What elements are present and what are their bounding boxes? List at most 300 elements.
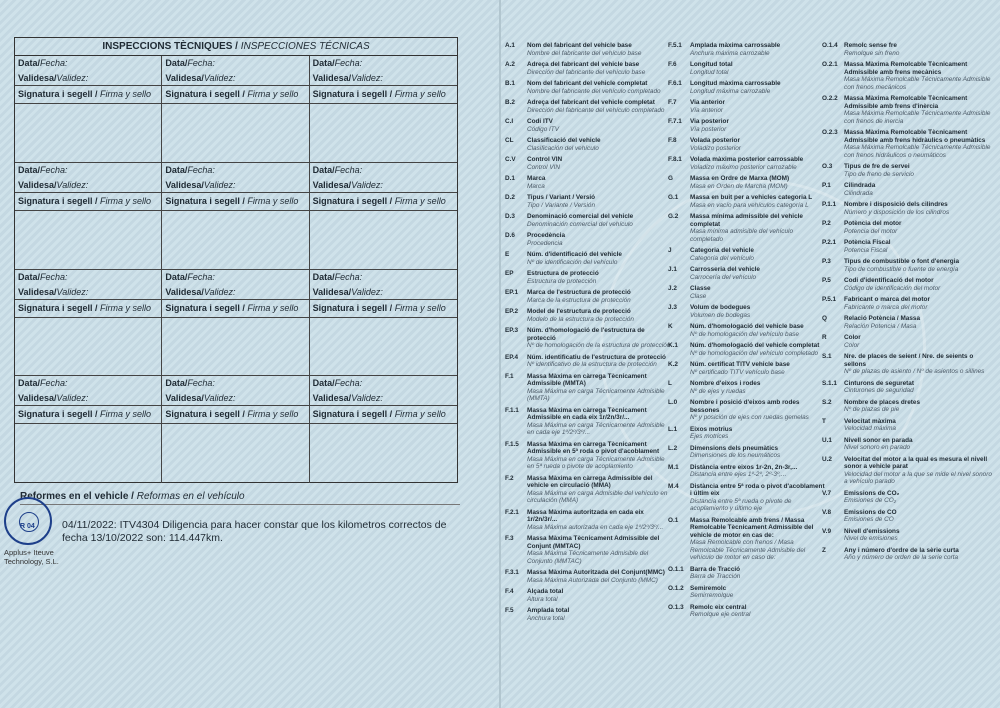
validez-label: Validesa/Validez: xyxy=(162,178,308,193)
legend-code: P.1 xyxy=(822,182,831,189)
legend-code: C.V xyxy=(505,156,516,163)
legend-text-es: Nº de identificación del vehículo xyxy=(527,258,618,266)
legend-text-es: Control VIN xyxy=(527,163,561,171)
legend-code: P.2.1 xyxy=(822,239,837,246)
legend-text xyxy=(690,194,826,209)
legend-item xyxy=(822,490,996,505)
legend-text-es: Nombre del fabricante del vehículo base xyxy=(527,49,642,57)
firma-label: Signatura i segell / Firma y sello xyxy=(15,86,161,104)
legend-text xyxy=(844,418,996,433)
fecha-label: Data/Fecha: xyxy=(18,378,68,389)
inspection-cell xyxy=(162,270,309,377)
firma-label: Signatura i segell / Firma y sello xyxy=(310,86,457,104)
legend-text xyxy=(527,194,671,209)
legend-item xyxy=(668,426,826,441)
legend-code: D.6 xyxy=(505,232,515,239)
legend-text-es: Potencia Fiscal xyxy=(844,246,888,254)
legend-text-es: Fabricante o marca del motor xyxy=(844,303,928,311)
legend-text-ca: Massa Màxima en càrrega Admissible del vehicle en circulació (MMA) xyxy=(527,474,653,489)
legend-text-ca: Massa en Ordre de Marxa (MOM) xyxy=(690,175,790,182)
stamp-company-line2: Technology, S.L. xyxy=(4,557,59,566)
legend-code: F.5.1 xyxy=(668,42,682,49)
legend-text-es: Dimensiones de los neumáticos xyxy=(690,452,781,459)
legend-item xyxy=(668,99,826,114)
firma-label: Signatura i segell / Firma y sello xyxy=(310,406,457,424)
legend-code: F.6.1 xyxy=(668,80,682,87)
legend-code: V.9 xyxy=(822,527,832,535)
legend-text-es: Nº de ejes y ruedas xyxy=(690,387,746,395)
legend-column-3 xyxy=(822,42,996,566)
legend-item xyxy=(822,182,996,197)
legend-text-es: Nombre del fabricante del vehículo completado xyxy=(527,87,661,95)
legend-text-ca: Distància entre eixos 1r-2n, 2n-3r,... xyxy=(690,463,798,471)
legend-code: F.1 xyxy=(505,372,514,380)
legend-text-es: Emisiones de CO₂ xyxy=(844,497,897,504)
legend-text-es: Código de identificación del motor xyxy=(844,284,941,292)
legend-item xyxy=(822,547,996,562)
signature-area xyxy=(162,424,308,483)
signature-area xyxy=(162,211,308,269)
legend-code: S.1.1 xyxy=(822,379,837,387)
legend-code: O.1.3 xyxy=(668,603,684,611)
legend-item xyxy=(668,285,826,300)
legend-text-es: Remolque sin freno xyxy=(844,49,900,57)
validez-label: Validesa/Validez: xyxy=(15,285,161,300)
legend-text xyxy=(690,464,826,479)
legend-text xyxy=(844,490,996,505)
legend-item xyxy=(822,528,996,543)
legend-item xyxy=(505,251,671,266)
legend-item xyxy=(668,137,826,152)
legend-item xyxy=(505,194,671,209)
legend-text xyxy=(690,118,826,133)
legend-text-ca: Codi d'identificació del motor xyxy=(844,277,934,284)
legend-code: C.I xyxy=(505,118,514,125)
legend-text xyxy=(844,95,996,125)
legend-item xyxy=(505,289,671,304)
legend-item xyxy=(668,156,826,171)
legend-text-es: Anchura máxima carrozable xyxy=(690,49,770,57)
firma-label: Signatura i segell / Firma y sello xyxy=(15,193,161,211)
fecha-label: Data/Fecha: xyxy=(165,378,215,389)
legend-text-ca: Denominació comercial del vehicle xyxy=(527,213,634,220)
legend-text xyxy=(844,456,996,486)
legend-text-es: Semirremolque xyxy=(690,592,734,599)
legend-code: CL xyxy=(505,137,514,144)
validez-label: Validesa/Validez: xyxy=(310,71,457,86)
legend-text-es: Masa Máxima Técnicamente Admisible del Conjunto (MMTAC) xyxy=(527,550,649,565)
legend-text xyxy=(690,61,826,76)
legend-code: F.5 xyxy=(505,607,514,614)
legend-text-ca: Emissions de CO xyxy=(844,508,897,516)
legend-item xyxy=(668,213,826,243)
legend-text-es: Clasificación del vehículo xyxy=(527,144,599,152)
legend-text-es: Masa Máxima en carga Técnicamente Admisible en cada eje 1º/2º/3º/... xyxy=(527,421,665,436)
legend-text xyxy=(527,441,671,471)
legend-item xyxy=(505,270,671,285)
legend-text xyxy=(844,399,996,414)
legend-code: P.3 xyxy=(822,258,831,265)
legend-text-ca: Núm. certificat TITV vehicle base xyxy=(690,361,790,368)
legend-text-ca: Remolc eix central xyxy=(690,603,747,611)
fecha-label: Data/Fecha: xyxy=(165,271,215,282)
firma-label: Signatura i segell / Firma y sello xyxy=(310,193,457,211)
inspections-table xyxy=(14,37,458,483)
legend-item xyxy=(505,569,671,584)
legend-text xyxy=(844,201,996,216)
legend-text-ca: Massa Màxima Remolcable Tècnicament Admissible amb frens hidràulics o pneumàtics xyxy=(844,129,986,144)
legend-text xyxy=(844,42,996,57)
legend-text xyxy=(527,475,671,505)
legend-code: O.1.4 xyxy=(822,42,838,49)
legend-text xyxy=(527,99,671,114)
legend-item xyxy=(668,266,826,281)
legend-text xyxy=(690,213,826,243)
legend-item xyxy=(505,118,671,133)
legend-code: P.2 xyxy=(822,220,831,227)
legend-text xyxy=(527,232,671,247)
legend-code: B.2 xyxy=(505,99,515,106)
legend-item xyxy=(668,361,826,376)
legend-code: J.1 xyxy=(668,266,677,273)
legend-code: EP.1 xyxy=(505,289,519,296)
legend-text-ca: Volada posterior xyxy=(690,137,740,144)
legend-item xyxy=(668,604,826,619)
legend-text xyxy=(690,399,826,422)
legend-text-ca: Longitud total xyxy=(690,61,733,68)
legend-text-es: Marca de la estructura de protección xyxy=(527,296,631,304)
legend-text-es: Volumen de bodegas xyxy=(690,311,751,319)
legend-text-ca: Dimensions dels pneumàtics xyxy=(690,444,779,452)
legend-item xyxy=(505,327,671,350)
legend-text-ca: Núm. identificatiu de l'estructura de protecció xyxy=(527,353,666,361)
legend-item xyxy=(505,42,671,57)
legend-text-es: Distancia entre ejes 1º-2º, 2º-3º,... xyxy=(690,471,787,478)
legend-text xyxy=(690,137,826,152)
legend-text-es: Masa Máxima Remolcable Técnicamente Admisible con frenos de inercia xyxy=(844,110,991,125)
legend-item xyxy=(668,380,826,395)
legend-text-es: Nº de homologación de la estructura de protección xyxy=(527,342,671,349)
legend-text-es: Vía anterior xyxy=(690,106,724,114)
legend-text xyxy=(690,266,826,281)
legend-text xyxy=(690,247,826,262)
legend-text xyxy=(690,566,826,581)
legend-item xyxy=(505,441,671,471)
legend-text-ca: Classe xyxy=(690,285,711,292)
legend-text xyxy=(527,118,671,133)
legend-item xyxy=(668,464,826,479)
legend-text xyxy=(690,380,826,395)
legend-text-es: Velocidad del motor a la que se mide el nivel sonoro a vehículo parado xyxy=(844,470,992,485)
legend-item xyxy=(822,456,996,486)
legend-code: O.2.3 xyxy=(822,129,838,136)
legend-code: G xyxy=(668,175,673,182)
legend-text-es: Masa Remolcable con frenos / Masa Remolcable Técnicamente Admisible del vehículo de motor en caso de: xyxy=(690,539,806,561)
reformas-section xyxy=(20,491,460,545)
legend-code: L.2 xyxy=(668,444,678,452)
legend-code: E xyxy=(505,251,510,258)
legend-text-es: Velocidad máxima xyxy=(844,425,896,432)
legend-text xyxy=(690,517,826,562)
legend-code: F.1.1 xyxy=(505,406,519,414)
legend-code: J xyxy=(668,247,672,254)
inspection-cell xyxy=(310,270,457,377)
legend-item xyxy=(505,407,671,437)
legend-text-ca: Semiremolc xyxy=(690,584,727,592)
legend-text-es: Cinturones de seguridad xyxy=(844,387,914,394)
firma-label: Signatura i segell / Firma y sello xyxy=(162,406,308,424)
legend-item xyxy=(822,95,996,125)
legend-text xyxy=(527,213,671,228)
legend-text xyxy=(844,61,996,91)
signature-area xyxy=(15,104,161,162)
legend-text xyxy=(527,607,671,622)
legend-text-es: Dirección del fabricante del vehículo base xyxy=(527,68,646,76)
legend-text xyxy=(690,585,826,600)
legend-item xyxy=(668,118,826,133)
legend-text-es: Longitud máxima carrozable xyxy=(690,87,771,95)
validez-label: Validesa/Validez: xyxy=(310,285,457,300)
legend-text-ca: Núm. d'identificació del vehicle xyxy=(527,251,622,258)
legend-text-es: Número y disposición de los cilindros xyxy=(844,208,950,216)
legend-text xyxy=(527,270,671,285)
signature-area xyxy=(162,318,308,376)
legend-text xyxy=(844,380,996,395)
legend-text-ca: Color xyxy=(844,334,861,341)
firma-label: Signatura i segell / Firma y sello xyxy=(162,193,308,211)
legend-item xyxy=(668,247,826,262)
legend-text-ca: Núm. d'homologació del vehicle completat xyxy=(690,342,820,349)
fecha-label: Data/Fecha: xyxy=(312,378,363,389)
inspection-cell xyxy=(15,163,162,270)
legend-text xyxy=(527,569,671,584)
legend-text-ca: Nre. de places de seient / Nre. de seients o sellons xyxy=(844,353,974,368)
inspection-cell xyxy=(15,56,162,163)
legend-text-es: Tipo de combustible o fuente de energía xyxy=(844,265,959,273)
legend-item xyxy=(505,354,671,369)
legend-text-es: Estructura de protección xyxy=(527,277,597,285)
legend-code: G.2 xyxy=(668,213,679,220)
legend-text-es: Voladizo posterior xyxy=(690,144,741,152)
legend-text-ca: Adreça del fabricant del vehicle base xyxy=(527,61,640,68)
legend-item xyxy=(822,277,996,292)
validez-label: Validesa/Validez: xyxy=(162,71,308,86)
legend-text-es: Tipo / Variante / Versión xyxy=(527,201,596,209)
legend-text xyxy=(527,251,671,266)
legend-text-es: Procedencia xyxy=(527,239,563,247)
validez-label: Validesa/Validez: xyxy=(162,391,308,406)
stamp-company xyxy=(4,548,59,566)
legend-item xyxy=(822,296,996,311)
legend-code: O.1.1 xyxy=(668,565,684,573)
legend-text xyxy=(690,604,826,619)
inspection-cell xyxy=(162,163,309,270)
legend-item xyxy=(822,399,996,414)
legend-text-es: Distancia entre 5ª rueda o pivote de acoplamiento y último eje xyxy=(690,497,792,512)
legend-code: U.1 xyxy=(822,436,832,444)
legend-text-ca: Volum de bodegues xyxy=(690,304,751,311)
legend-code: F.2 xyxy=(505,474,514,482)
legend-text-ca: Classificació del vehicle xyxy=(527,137,601,144)
legend-text-ca: Relació Potència / Massa xyxy=(844,315,921,322)
legend-text-es: Masa Máxima Remolcable Técnicamente Admisible con frenos hidráulicos o neumáticos xyxy=(844,144,991,159)
legend-text xyxy=(690,80,826,95)
legend-item xyxy=(668,399,826,422)
legend-text-es: Marca xyxy=(527,182,545,190)
legend-item xyxy=(505,588,671,603)
legend-text-es: Clase xyxy=(690,292,707,300)
legend-text-ca: Alçada total xyxy=(527,588,564,595)
legend-text xyxy=(690,42,826,57)
legend-code: F.2.1 xyxy=(505,508,519,516)
stamp-text: R 04 xyxy=(20,523,35,530)
legend-code: U.2 xyxy=(822,455,832,463)
legend-code: J.3 xyxy=(668,304,677,311)
legend-text xyxy=(844,239,996,254)
legend-text-es: Anchura total xyxy=(527,614,565,622)
legend-text-ca: Nivell sonor en parada xyxy=(844,436,913,444)
legend-text xyxy=(844,129,996,159)
legend-code: G.1 xyxy=(668,194,679,201)
legend-text-es: Nº de plazas de asiento / Nº de asientos o sillines xyxy=(844,368,985,375)
legend-code: F.3 xyxy=(505,535,514,542)
legend-code: L.0 xyxy=(668,399,678,406)
signature-area xyxy=(162,104,308,162)
fecha-label: Data/Fecha: xyxy=(312,58,363,68)
legend-text-ca: Procedència xyxy=(527,232,566,239)
legend-item xyxy=(822,42,996,57)
legend-text-es: Nº de plazas de pie xyxy=(844,406,900,413)
legend-text-es: Masa Máxima en carga Admisible del vehículo en circulación (MMA) xyxy=(527,489,668,504)
legend-text xyxy=(844,353,996,376)
legend-code: V.7 xyxy=(822,489,832,497)
legend-text xyxy=(844,220,996,235)
legend-text xyxy=(690,323,826,338)
inspections-title-ca: INSPECCIONS TÈCNIQUES / xyxy=(102,41,238,52)
legend-text-es: Vía posterior xyxy=(690,125,727,133)
legend-code: J.2 xyxy=(668,285,677,292)
firma-label: Signatura i segell / Firma y sello xyxy=(15,300,161,318)
legend-code: Q xyxy=(822,315,827,322)
signature-area xyxy=(15,424,161,483)
legend-text-ca: Núm. d'homologació del vehicle base xyxy=(690,323,804,330)
legend-text xyxy=(527,61,671,76)
legend-code: L.1 xyxy=(668,425,678,433)
legend-text-es: Denominación comercial del vehículo xyxy=(527,220,633,228)
legend-text-ca: Velocitat del motor a la qual es mesura el nivell sonor a vehicle parat xyxy=(844,455,988,470)
legend-text xyxy=(527,137,671,152)
legend-text-es: Masa Máxima en carga Técnicamente Admisible en 5ª rueda o pivote de acoplamiento xyxy=(527,455,665,470)
legend-code: S.1 xyxy=(822,353,832,360)
legend-code: F.1.5 xyxy=(505,440,519,448)
legend-text-ca: Massa Màxima Autoritzada del Conjunt(MMC) xyxy=(527,569,665,576)
legend-text xyxy=(527,535,671,565)
legend-code: D.3 xyxy=(505,213,515,220)
legend-text xyxy=(690,156,826,171)
legend-item xyxy=(505,99,671,114)
legend-item xyxy=(505,509,671,532)
legend-code: R xyxy=(822,334,827,341)
legend-text-ca: Tipus / Variant / Versió xyxy=(527,194,596,201)
legend-item xyxy=(822,418,996,433)
legend-code: P.1.1 xyxy=(822,201,837,208)
legend-text-ca: Massa mínima admissible del vehicle completat xyxy=(690,213,803,228)
legend-item xyxy=(505,373,671,403)
page-fold xyxy=(499,0,501,708)
legend-text xyxy=(527,42,671,57)
validez-label: Validesa/Validez: xyxy=(162,285,308,300)
fecha-label: Data/Fecha: xyxy=(18,164,68,175)
legend-text-es: Nivel de emisiones xyxy=(844,535,898,542)
legend-text xyxy=(527,156,671,171)
reforma-entry-line1: 04/11/2022: ITV4304 Diligencia para hacer constar que los kilometros correctos de xyxy=(62,519,447,531)
validez-label: Validesa/Validez: xyxy=(15,391,161,406)
legend-text xyxy=(844,509,996,524)
legend-code: O.1.2 xyxy=(668,584,684,592)
legend-code: EP.3 xyxy=(505,327,519,334)
legend-text-ca: Nom del fabricant del vehicle base xyxy=(527,42,632,49)
fecha-label: Data/Fecha: xyxy=(312,271,363,282)
legend-item xyxy=(822,129,996,159)
inspections-title-es: INSPECCIONES TÉCNICAS xyxy=(237,41,370,52)
inspection-cell xyxy=(310,376,457,483)
legend-text xyxy=(527,373,671,403)
legend-item xyxy=(668,194,826,209)
legend-code: EP.2 xyxy=(505,308,519,315)
legend-text-ca: Cinturons de seguretat xyxy=(844,379,914,387)
signature-area xyxy=(310,424,457,483)
legend-text xyxy=(527,407,671,437)
legend-code: T xyxy=(822,417,826,425)
legend-text-ca: Via anterior xyxy=(690,99,726,106)
legend-text-ca: Longitud màxima carrossable xyxy=(690,80,781,87)
legend-text-es: Remolque eje central xyxy=(690,611,751,618)
legend-text-es: Nº de homologación del vehículo base xyxy=(690,330,799,338)
legend-item xyxy=(822,163,996,178)
legend-item xyxy=(505,607,671,622)
legend-text-ca: Emissions de CO₂ xyxy=(844,489,900,497)
legend-code: S.2 xyxy=(822,398,832,406)
legend-item xyxy=(505,213,671,228)
legend-text xyxy=(844,528,996,543)
legend-code: K xyxy=(668,323,673,330)
legend-text xyxy=(844,334,996,349)
legend-text xyxy=(844,277,996,292)
legend-code: EP xyxy=(505,270,514,277)
legend-code: D.2 xyxy=(505,194,515,201)
legend-text xyxy=(527,354,671,369)
legend-text-ca: Nom del fabricant del vehicle completat xyxy=(527,80,648,87)
inspection-cell xyxy=(162,56,309,163)
legend-code: M.4 xyxy=(668,482,679,490)
legend-text xyxy=(690,342,826,357)
signature-area xyxy=(310,211,457,269)
legend-item xyxy=(822,437,996,452)
legend-item xyxy=(668,42,826,57)
legend-text xyxy=(844,182,996,197)
legend-text xyxy=(690,361,826,376)
legend-item xyxy=(822,509,996,524)
legend-code: O.3 xyxy=(822,163,833,170)
legend-text-es: Nº identificativo de la estructura de protección xyxy=(527,361,657,368)
legend-text-ca: Nivell d'emissions xyxy=(844,527,900,535)
legend-text-es: Barra de Tracción xyxy=(690,573,741,580)
legend-code: F.3.1 xyxy=(505,569,519,576)
legend-text xyxy=(690,304,826,319)
legend-text-ca: Carrosseria del vehicle xyxy=(690,266,760,273)
legend-column-2 xyxy=(668,42,826,623)
inspection-cell xyxy=(15,270,162,377)
